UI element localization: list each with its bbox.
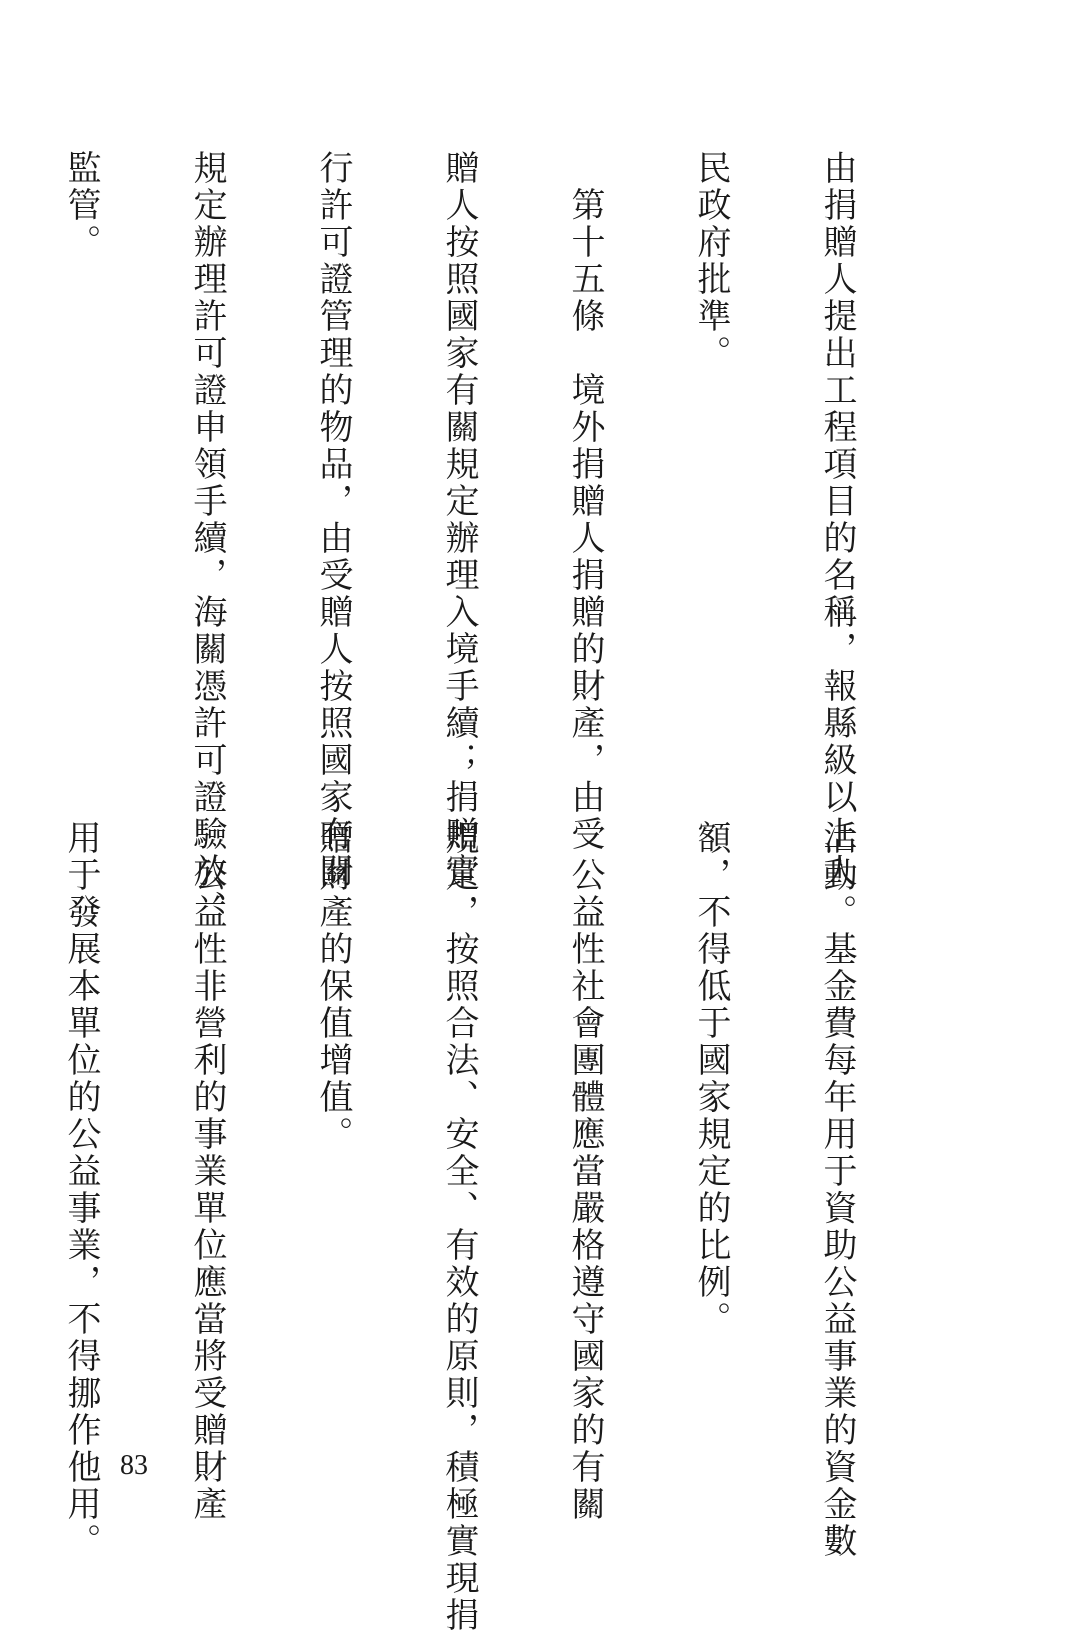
article-15-line: 第十五條 境外捐贈人捐贈的財產，由受 xyxy=(565,150,605,853)
text-line: 規定，按照合法、安全、有效的原則，積極實現捐 xyxy=(439,820,479,1634)
text-line: 由捐贈人提出工程項目的名稱，報縣級以上人 xyxy=(817,150,857,890)
text-line: 用于發展本單位的公益事業，不得挪作他用。 xyxy=(61,820,101,1560)
text-line: 民政府批準。 xyxy=(691,150,731,372)
text-line: 行許可證管理的物品，由受贈人按照國家有關 xyxy=(313,150,353,890)
text-line: 贈人按照國家有關規定辦理入境手續；捐贈實 xyxy=(439,150,479,890)
text-line: 公益性非營利的事業單位應當將受贈財產 xyxy=(187,820,227,1523)
text-line: 監管。 xyxy=(61,150,101,261)
text-line: 活動。基金費每年用于資助公益事業的資金數 xyxy=(817,820,857,1560)
text-line: 贈財產的保值增值。 xyxy=(313,820,353,1153)
top-text-block xyxy=(0,150,942,927)
page-number: 83 xyxy=(120,1450,148,1481)
text-line: 額，不得低于國家規定的比例。 xyxy=(691,820,731,1338)
text-line: 規定辦理許可證申領手續，海關憑許可證驗放、 xyxy=(187,150,227,927)
text-line: 公益性社會團體應當嚴格遵守國家的有關 xyxy=(565,820,605,1523)
